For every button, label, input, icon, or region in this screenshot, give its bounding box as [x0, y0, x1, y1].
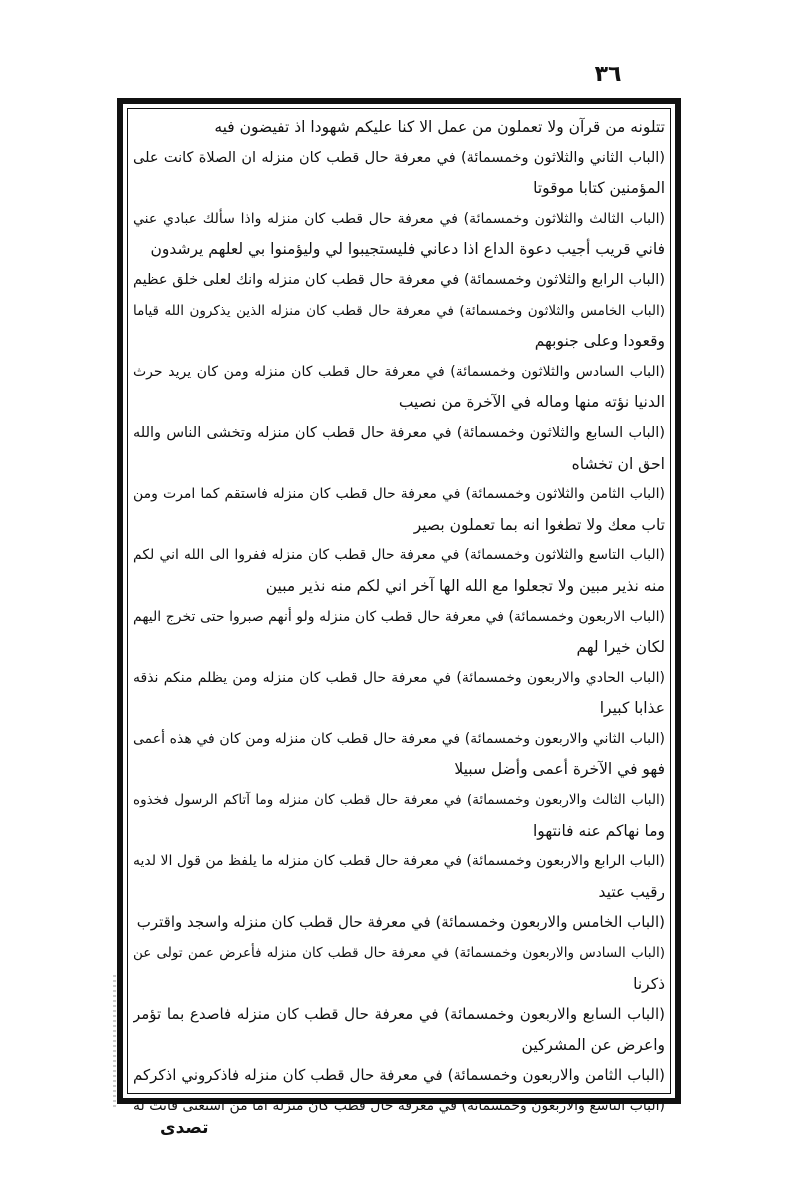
text-line: (الباب الخامس والاربعون وخمسمائة) في معرفة حال قطب كان منزله واسجد واقترب — [136, 913, 665, 932]
text-line: (الباب الثامن والثلاثون وخمسمائة) في معرفة حال قطب كان منزله فاستقم كما امرت ومن — [133, 486, 665, 503]
text-line: (الباب الخامس والثلاثون وخمسمائة) في معرفة حال قطب كان منزله الذين يذكرون الله قياما — [133, 302, 665, 319]
text-line: (الباب الرابع والثلاثون وخمسمائة) في معرفة حال قطب كان منزله وانك لعلى خلق عظيم — [133, 271, 665, 288]
text-line: وقعودا وعلى جنوبهم — [534, 332, 665, 351]
text-line: (الباب الثالث والاربعون وخمسمائة) في معرفة حال قطب كان منزله وما آتاكم الرسول فخذوه — [133, 792, 665, 809]
text-body — [133, 112, 665, 1114]
text-line: (الباب السادس والثلاثون وخمسمائة) في معرفة حال قطب كان منزله ومن كان يريد حرث — [133, 363, 665, 380]
catchword: تصدى — [160, 1118, 209, 1138]
text-line: رقيب عتيد — [598, 882, 665, 901]
text-line: واعرض عن المشركين — [521, 1035, 665, 1054]
text-line: (الباب التاسع والثلاثون وخمسمائة) في معرفة حال قطب كان منزله ففروا الى الله اني لكم — [133, 547, 665, 564]
text-line: الدنيا نؤته منها وماله في الآخرة من نصيب — [398, 393, 665, 412]
text-line: (الباب السادس والاربعون وخمسمائة) في معرفة حال قطب كان منزله فأعرض عمن تولى عن — [133, 945, 665, 962]
text-line: لكان خيرا لهم — [576, 638, 665, 657]
text-line: عذابا كبيرا — [599, 699, 665, 718]
text-line: (الباب الحادي والاربعون وخمسمائة) في معرفة حال قطب كان منزله ومن يظلم منكم نذقه — [133, 669, 665, 686]
text-line: (الباب الثامن والاربعون وخمسمائة) في معرفة حال قطب كان منزله فاذكروني اذكركم — [133, 1066, 665, 1085]
text-line: (الباب التاسع والاربعون وخمسمائة) في معرفة حال قطب كان منزله اما من استغنى فانت له — [133, 1098, 665, 1114]
text-line: وما نهاكم عنه فانتهوا — [533, 821, 665, 840]
text-line: (الباب السابع والاربعون وخمسمائة) في معرفة حال قطب كان منزله فاصدع بما تؤمر — [133, 1005, 665, 1024]
margin-speck — [113, 975, 116, 1110]
text-line: منه نذير مبين ولا تجعلوا مع الله الها آخر اني لكم منه نذير مبين — [265, 576, 665, 595]
page-number: ٣٦ — [594, 62, 622, 87]
text-line: تتلونه من قرآن ولا تعملون من عمل الا كنا عليكم شهودا اذ تفيضون فيه — [214, 118, 665, 136]
text-line: فاني قريب أجيب دعوة الداع اذا دعاني فليستجيبوا لي وليؤمنوا بي لعلهم يرشدون — [150, 240, 665, 259]
text-line: المؤمنين كتابا موقوتا — [533, 179, 665, 198]
text-line: فهو في الآخرة أعمى وأضل سبيلا — [454, 760, 665, 779]
text-line: (الباب الرابع والاربعون وخمسمائة) في معرفة حال قطب كان منزله ما يلفظ من قول الا لديه — [133, 853, 665, 870]
text-frame — [117, 98, 681, 1114]
text-line: (الباب الاربعون وخمسمائة) في معرفة حال قطب كان منزله ولو أنهم صبروا حتى تخرج اليهم — [133, 608, 665, 625]
text-line: (الباب الثالث والثلاثون وخمسمائة) في معرفة حال قطب كان منزله واذا سألك عبادي عني — [133, 210, 665, 227]
text-line: (الباب الثاني والثلاثون وخمسمائة) في معرفة حال قطب كان منزله ان الصلاة كانت على — [133, 149, 665, 166]
text-line: ذكرنا — [633, 974, 665, 993]
text-line: (الباب السابع والثلاثون وخمسمائة) في معرفة حال قطب كان منزله وتخشى الناس والله — [133, 424, 665, 441]
text-line: تاب معك ولا تطغوا انه بما تعملون بصير — [413, 515, 665, 534]
text-line: (الباب الثاني والاربعون وخمسمائة) في معرفة حال قطب كان منزله ومن كان في هذه أعمى — [133, 730, 665, 747]
text-line: احق ان تخشاه — [571, 454, 665, 473]
